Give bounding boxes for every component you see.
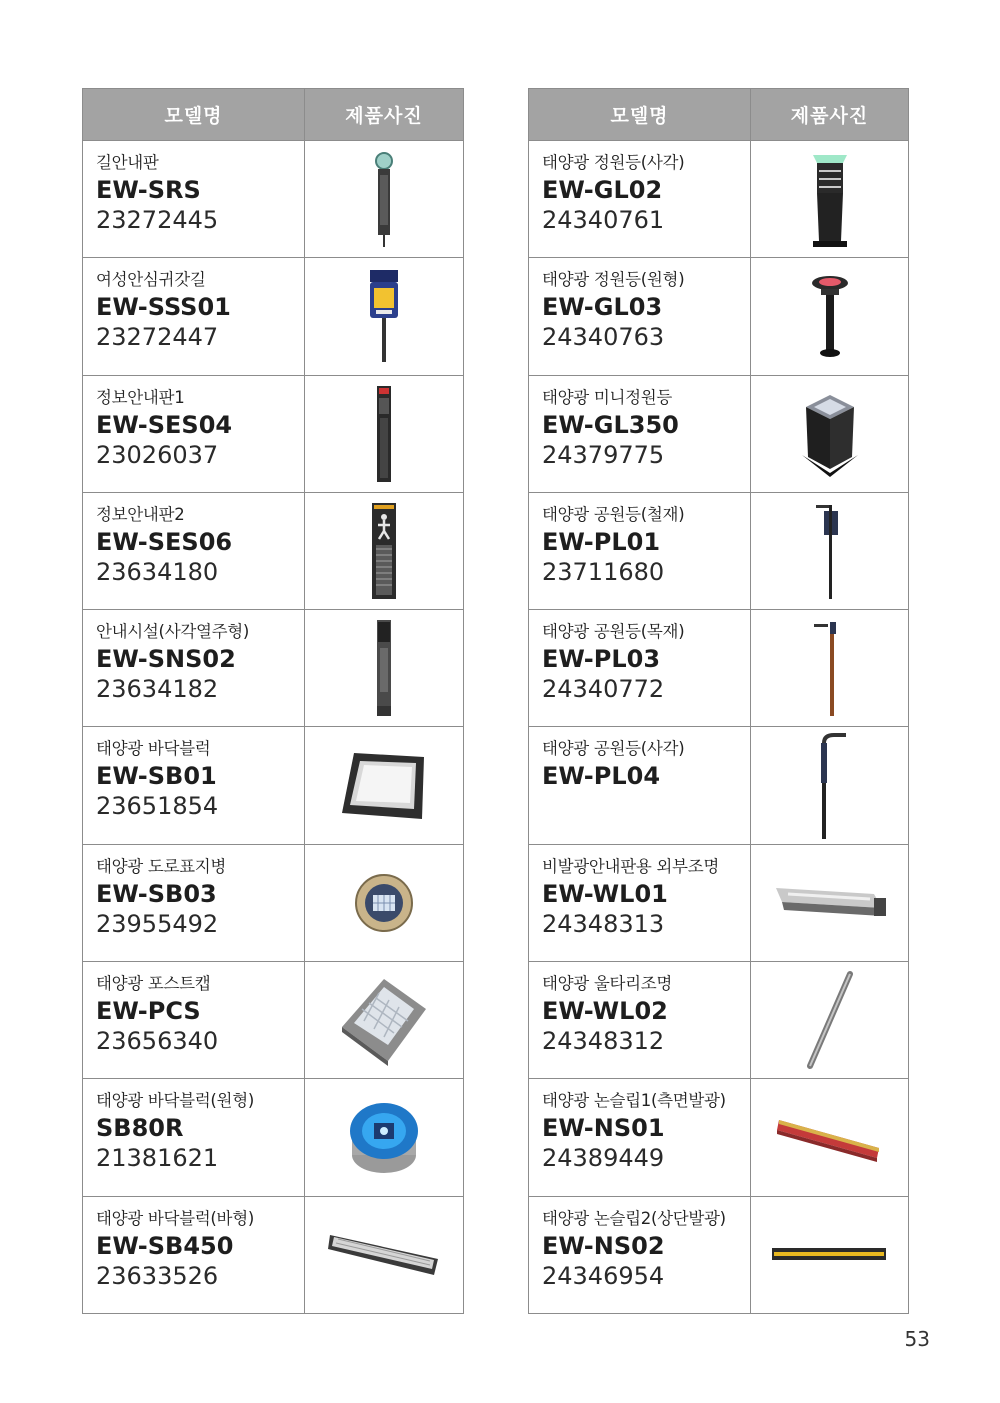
product-code: 24379775 [542, 440, 665, 469]
table-header-row [529, 89, 909, 141]
info-board-tall-icon [364, 384, 404, 484]
product-info [83, 375, 305, 492]
square-park-light-icon [810, 731, 850, 841]
table-row [83, 727, 464, 844]
product-name: 태양광 바닥블럭 [96, 739, 211, 759]
product-model: EW-WL01 [542, 879, 668, 908]
safety-route-sign-icon [364, 266, 404, 366]
table-row [83, 844, 464, 961]
product-model: EW-NS02 [542, 1231, 665, 1260]
solar-floor-block-icon [334, 741, 434, 831]
product-code: 21381621 [96, 1144, 219, 1173]
wood-park-light-icon [810, 618, 850, 718]
header-model: 모델명 [83, 89, 305, 141]
product-code: 23634180 [96, 557, 219, 586]
product-name: 태양광 논슬립1(측면발광) [542, 1091, 726, 1111]
product-code: 24348313 [542, 909, 665, 938]
product-code: 23656340 [96, 1027, 219, 1056]
table-row [529, 727, 909, 844]
product-info [83, 844, 305, 961]
square-column-sign-icon [364, 618, 404, 718]
table-row [83, 962, 464, 1079]
product-name: 태양광 공원등(사각) [542, 739, 685, 759]
pedestrian-info-board-icon [364, 501, 404, 601]
product-name: 여성안심귀갓길 [96, 270, 206, 290]
product-model: EW-SSS01 [96, 293, 231, 322]
product-info [83, 1196, 305, 1313]
table-row [83, 610, 464, 727]
solar-post-cap-icon [334, 973, 434, 1068]
product-photo [751, 844, 909, 961]
solar-road-stud-icon [349, 868, 419, 938]
steel-park-light-icon [810, 501, 850, 601]
product-code: 23955492 [96, 909, 219, 938]
product-photo [751, 1196, 909, 1313]
product-model: EW-SB450 [96, 1231, 234, 1260]
product-name: 길안내판 [96, 153, 159, 172]
product-code: 23026037 [96, 440, 219, 469]
product-info [529, 1196, 751, 1313]
product-code: 23634182 [96, 675, 219, 704]
product-photo [751, 141, 909, 258]
product-name: 정보안내판1 [96, 387, 185, 407]
product-model: EW-GL03 [542, 293, 663, 322]
product-photo [305, 258, 464, 375]
product-info [83, 1079, 305, 1196]
product-code: 24346954 [542, 1261, 665, 1290]
product-model: EW-GL350 [542, 410, 679, 439]
mini-garden-light-icon [800, 389, 860, 479]
table-row [83, 492, 464, 609]
product-model: SB80R [96, 1114, 184, 1143]
product-code: 23633526 [96, 1261, 219, 1290]
product-info [529, 375, 751, 492]
table-row [529, 492, 909, 609]
product-name: 태양광 공원등(철재) [542, 504, 685, 524]
product-info [83, 610, 305, 727]
square-garden-light-icon [805, 149, 855, 249]
product-info [529, 492, 751, 609]
product-photo [305, 610, 464, 727]
product-table-right [528, 88, 909, 1314]
product-code: 24389449 [542, 1144, 665, 1173]
nonslip-top-icon [770, 1240, 890, 1270]
product-photo [751, 962, 909, 1079]
signpost-pole-icon [364, 149, 404, 249]
table-row [529, 258, 909, 375]
product-info [529, 258, 751, 375]
header-model: 모델명 [529, 89, 751, 141]
product-name: 태양광 바닥블럭(원형) [96, 1091, 254, 1111]
table-row [83, 258, 464, 375]
product-info [83, 727, 305, 844]
product-model: EW-GL02 [542, 176, 663, 204]
bar-solar-block-icon [324, 1225, 444, 1285]
product-photo [751, 1079, 909, 1196]
product-model: EW-SRS [96, 176, 201, 204]
product-name: 태양광 미니정원등 [542, 387, 673, 407]
product-photo [305, 141, 464, 258]
product-model: EW-SB01 [96, 762, 217, 791]
table-row [529, 375, 909, 492]
product-model: EW-SES04 [96, 410, 233, 439]
product-model: EW-PL03 [542, 645, 661, 674]
product-model: EW-WL02 [542, 997, 668, 1026]
product-name: 비발광안내판용 외부조명 [542, 856, 719, 876]
table-row [529, 610, 909, 727]
table-row [83, 1079, 464, 1196]
product-info [529, 727, 751, 844]
page-number: 53 [904, 1327, 930, 1351]
fence-light-icon [800, 970, 860, 1070]
product-info [529, 610, 751, 727]
header-photo: 제품사진 [305, 89, 464, 141]
product-info [83, 258, 305, 375]
product-name: 태양광 도로표지병 [96, 856, 227, 876]
table-row [83, 1196, 464, 1313]
external-sign-light-icon [770, 878, 890, 928]
table-row [83, 141, 464, 258]
product-info [529, 844, 751, 961]
product-info [529, 962, 751, 1079]
product-photo [305, 492, 464, 609]
product-name: 태양광 울타리조명 [542, 974, 673, 994]
product-info [529, 1079, 751, 1196]
product-info [83, 141, 305, 258]
product-photo [751, 727, 909, 844]
product-photo [305, 844, 464, 961]
product-model: EW-SNS02 [96, 645, 236, 674]
nonslip-side-icon [775, 1108, 885, 1168]
round-garden-light-icon [805, 271, 855, 361]
product-model: EW-SB03 [96, 879, 217, 908]
table-row [529, 1079, 909, 1196]
product-name: 태양광 바닥블럭(바형) [96, 1208, 254, 1228]
product-code: 23711680 [542, 557, 665, 586]
product-code: 24340763 [542, 323, 665, 352]
product-code: 24340761 [542, 206, 665, 234]
product-info [83, 492, 305, 609]
product-photo [751, 375, 909, 492]
product-info [529, 141, 751, 258]
table-row [529, 962, 909, 1079]
product-photo [305, 1196, 464, 1313]
product-model: EW-SES06 [96, 527, 233, 556]
product-photo [305, 727, 464, 844]
product-code: 23272445 [96, 206, 219, 234]
product-model: EW-PCS [96, 997, 201, 1026]
table-row [83, 375, 464, 492]
product-photo [305, 962, 464, 1079]
product-model: EW-NS01 [542, 1114, 665, 1143]
round-solar-block-icon [344, 1095, 424, 1180]
product-table-left [82, 88, 464, 1314]
product-code: 24348312 [542, 1027, 665, 1056]
product-photo [305, 375, 464, 492]
product-photo [751, 610, 909, 727]
product-name: 태양광 정원등(사각) [542, 153, 685, 172]
product-info [83, 962, 305, 1079]
table-header-row [83, 89, 464, 141]
product-code: 24340772 [542, 675, 665, 704]
product-photo [751, 492, 909, 609]
product-model: EW-PL01 [542, 527, 661, 556]
product-name: 태양광 정원등(원형) [542, 270, 685, 290]
product-code: 23651854 [96, 792, 219, 821]
product-name: 태양광 공원등(목재) [542, 622, 685, 642]
product-name: 정보안내판2 [96, 504, 185, 524]
product-code: 23272447 [96, 323, 219, 352]
product-photo [751, 258, 909, 375]
table-row [529, 844, 909, 961]
product-photo [305, 1079, 464, 1196]
product-name: 태양광 논슬립2(상단발광) [542, 1208, 726, 1228]
product-model: EW-PL04 [542, 762, 661, 791]
product-name: 태양광 포스트캡 [96, 974, 211, 994]
header-photo: 제품사진 [751, 89, 909, 141]
product-name: 안내시설(사각열주형) [96, 622, 250, 642]
table-row [529, 1196, 909, 1313]
table-row [529, 141, 909, 258]
